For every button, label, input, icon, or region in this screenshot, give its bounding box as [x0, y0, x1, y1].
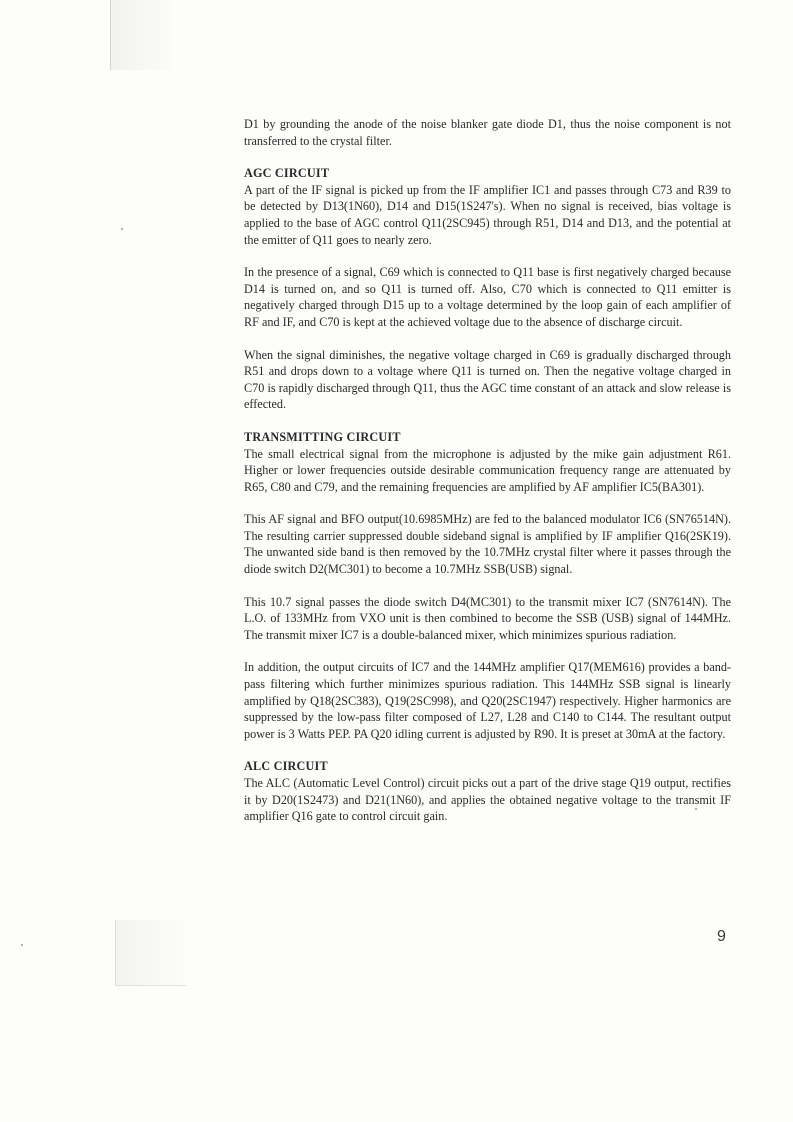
body-paragraph: This 10.7 signal passes the diode switch D4(MC301) to the transmit mixer IC7 (SN7614N). The L.O. of 133MHz from VXO unit is then combined to become the SSB (USB) signal of 144MHz. The transmit mixer IC7 is a double-balanced mixer, which minimizes spurious radiation.	[244, 594, 731, 642]
body-paragraph: A part of the IF signal is picked up from the IF amplifier IC1 and passes through C73 and R39 to be detected by D13(1N60), D14 and D15(1S247's). When no signal is received, bias voltage is applied to the base of AGC control Q11(2SC945) through R51, D14 and D13, and the potential at the emitter of Q11 goes to nearly zero.	[244, 182, 731, 247]
scan-artifact-bottom	[115, 920, 186, 986]
body-paragraph: The small electrical signal from the microphone is adjusted by the mike gain adjustment R61. Higher or lower frequencies outside desirable communication frequency range are attenuated by R65, C80 and C79, and the remaining frequencies are amplified by AF amplifier IC5(BA301).	[244, 446, 731, 494]
body-paragraph: The ALC (Automatic Level Control) circuit picks out a part of the drive stage Q19 output, rectifies it by D20(1S2473) and D21(1N60), and applies the obtained negative voltage to the transmit IF amplifier Q16 gate to control circuit gain.	[244, 776, 731, 824]
section-agc-circuit	[244, 165, 731, 413]
body-paragraph: When the signal diminishes, the negative voltage charged in C69 is gradually discharged through R51 and drops down to a voltage where Q11 is turned on. Then the negative voltage charged in C70 is rapidly discharged through Q11, thus the AGC time constant of an attack and slow release is effected.	[244, 347, 731, 412]
section-heading: TRANSMITTING CIRCUIT	[244, 429, 401, 444]
document-body	[244, 116, 731, 841]
body-paragraph: In addition, the output circuits of IC7 and the 144MHz amplifier Q17(MEM616) provides a band-pass filtering which further minimizes spurious radiation. This 144MHz SSB signal is linearly amplified by Q18(2SC383), Q19(2SC998), and Q20(2SC1947) respectively. Higher harmonics are suppressed by the low-pass filter composed of L27, L28 and C140 to C144. The resultant output power is 3 Watts PEP. PA Q20 idling current is adjusted by R90. It is preset at 30mA at the factory.	[244, 660, 731, 741]
scan-artifact-top	[110, 0, 171, 70]
section-alc-circuit	[244, 758, 731, 824]
section-transmitting-circuit	[244, 429, 731, 743]
scan-speck	[121, 228, 123, 230]
intro-paragraph: D1 by grounding the anode of the noise blanker gate diode D1, thus the noise component is not transferred to the crystal filter.	[244, 117, 731, 148]
body-paragraph: This AF signal and BFO output(10.6985MHz) are fed to the balanced modulator IC6 (SN76514N). The resulting carrier suppressed double sideband signal is amplified by IF amplifier Q16(2SK19). The unwanted side band is then removed by the 10.7MHz crystal filter where it passes through the diode switch D2(MC301) to become a 10.7MHz SSB(USB) signal.	[244, 512, 731, 577]
section-heading: AGC CIRCUIT	[244, 166, 330, 181]
section-heading: ALC CIRCUIT	[244, 759, 328, 774]
scan-speck	[21, 944, 23, 946]
page-number: 9	[717, 928, 726, 945]
body-paragraph: In the presence of a signal, C69 which is connected to Q11 base is first negatively charged because D14 is turned on, and so Q11 is turned off. Also, C70 which is connected to Q11 emitter is negatively charged through D15 up to a voltage determined by the loop gain of each amplifier of RF and IF, and C70 is kept at the achieved voltage due to the absence of discharge circuit.	[244, 265, 731, 329]
